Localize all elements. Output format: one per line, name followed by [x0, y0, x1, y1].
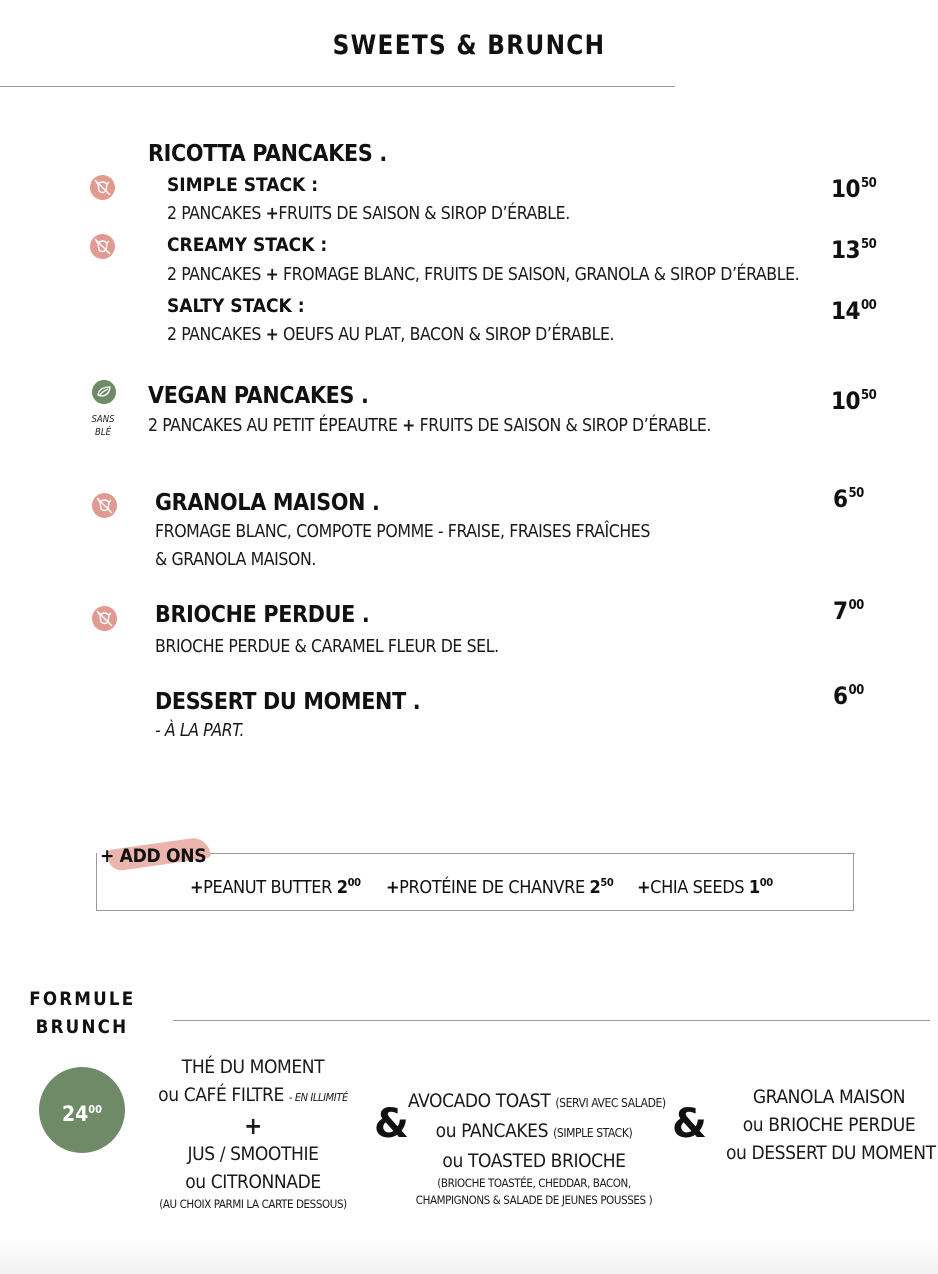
page-title: SWEETS & BRUNCH [332, 30, 606, 61]
ampersand-separator: & [374, 1101, 409, 1147]
no-cow-icon [90, 175, 115, 200]
simple-stack-name: SIMPLE STACK : [167, 174, 319, 196]
formule-brunch-title: FORMULE BRUNCH [29, 988, 136, 1038]
creamy-stack-desc: 2 PANCAKES + FROMAGE BLANC, FRUITS DE SAISON, GRANOLA & SIROP D’ÉRABLE. [167, 265, 800, 285]
formule-divider [173, 1020, 930, 1021]
title-divider [0, 86, 675, 87]
dessert-du-moment-title: DESSERT DU MOMENT . [155, 689, 421, 715]
addon-chia-seeds: +CHIA SEEDS $1^{00}$ [637, 876, 773, 898]
salty-stack-price: $14^{00}$ [831, 297, 877, 325]
no-cow-icon [90, 234, 115, 259]
granola-desc-line1: FROMAGE BLANC, COMPOTE POMME - FRAISE, FRAISES FRAÎCHES [155, 522, 650, 542]
page-bottom-shadow [0, 1238, 938, 1274]
salty-stack-desc: 2 PANCAKES + OEUFS AU PLAT, BACON & SIROP D’ÉRABLE. [167, 325, 615, 345]
no-cow-icon [92, 606, 117, 631]
creamy-stack-name: CREAMY STACK : [167, 234, 328, 256]
ampersand-separator: & [672, 1101, 707, 1147]
formule-drinks-column: THÉ DU MOMENT ou CAFÉ FILTRE - EN ILLIMITÉ + JUS / SMOOTHIE ou CITRONNADE (AU CHOIX PARMI LA CARTE DESSOUS) [158, 1056, 348, 1211]
vegan-pancakes-price: $10^{50}$ [831, 387, 877, 415]
vegan-leaf-icon [92, 380, 116, 404]
granola-price: $6^{50}$ [833, 485, 864, 513]
salty-stack-name: SALTY STACK : [167, 295, 305, 317]
no-cow-icon [92, 493, 117, 518]
addon-peanut-butter: +PEANUT BUTTER $2^{00}$ [190, 876, 361, 898]
sans-ble-badge: SANS BLÉ [91, 414, 115, 438]
brioche-perdue-price: $7^{00}$ [833, 597, 864, 625]
formule-desserts-column: GRANOLA MAISON ou BRIOCHE PERDUE ou DESSERT DU MOMENT [726, 1086, 936, 1164]
creamy-stack-price: $13^{50}$ [831, 236, 877, 264]
addon-proteine-chanvre: +PROTÉINE DE CHANVRE $2^{50}$ [386, 876, 614, 898]
brioche-perdue-title: BRIOCHE PERDUE . [155, 602, 370, 628]
addons-title: + ADD ONS [100, 845, 207, 867]
formule-price-badge: $24^{00}$ [39, 1067, 125, 1153]
simple-stack-desc: 2 PANCAKES +FRUITS DE SAISON & SIROP D’ÉRABLE. [167, 204, 570, 224]
dessert-du-moment-price: $6^{00}$ [833, 682, 864, 710]
formule-mains-column: AVOCADO TOAST (SERVI AVEC SALADE) ou PANCAKES (SIMPLE STACK) ou TOASTED BRIOCHE (BRIOCHE TOASTÉE, CHEDDAR, BACON, CHAMPIGNONS & SALADE DE JEUNES POUSSES ) [408, 1090, 666, 1207]
brioche-perdue-desc: BRIOCHE PERDUE & CARAMEL FLEUR DE SEL. [155, 637, 499, 657]
vegan-pancakes-desc: 2 PANCAKES AU PETIT ÉPEAUTRE + FRUITS DE SAISON & SIROP D’ÉRABLE. [148, 416, 712, 436]
vegan-pancakes-title: VEGAN PANCAKES . [148, 383, 369, 409]
ricotta-pancakes-title: RICOTTA PANCAKES . [148, 141, 387, 167]
granola-maison-title: GRANOLA MAISON . [155, 490, 380, 516]
simple-stack-price: $10^{50}$ [831, 175, 877, 203]
granola-desc-line2: & GRANOLA MAISON. [155, 550, 316, 570]
dessert-du-moment-desc: - À LA PART. [155, 721, 245, 741]
